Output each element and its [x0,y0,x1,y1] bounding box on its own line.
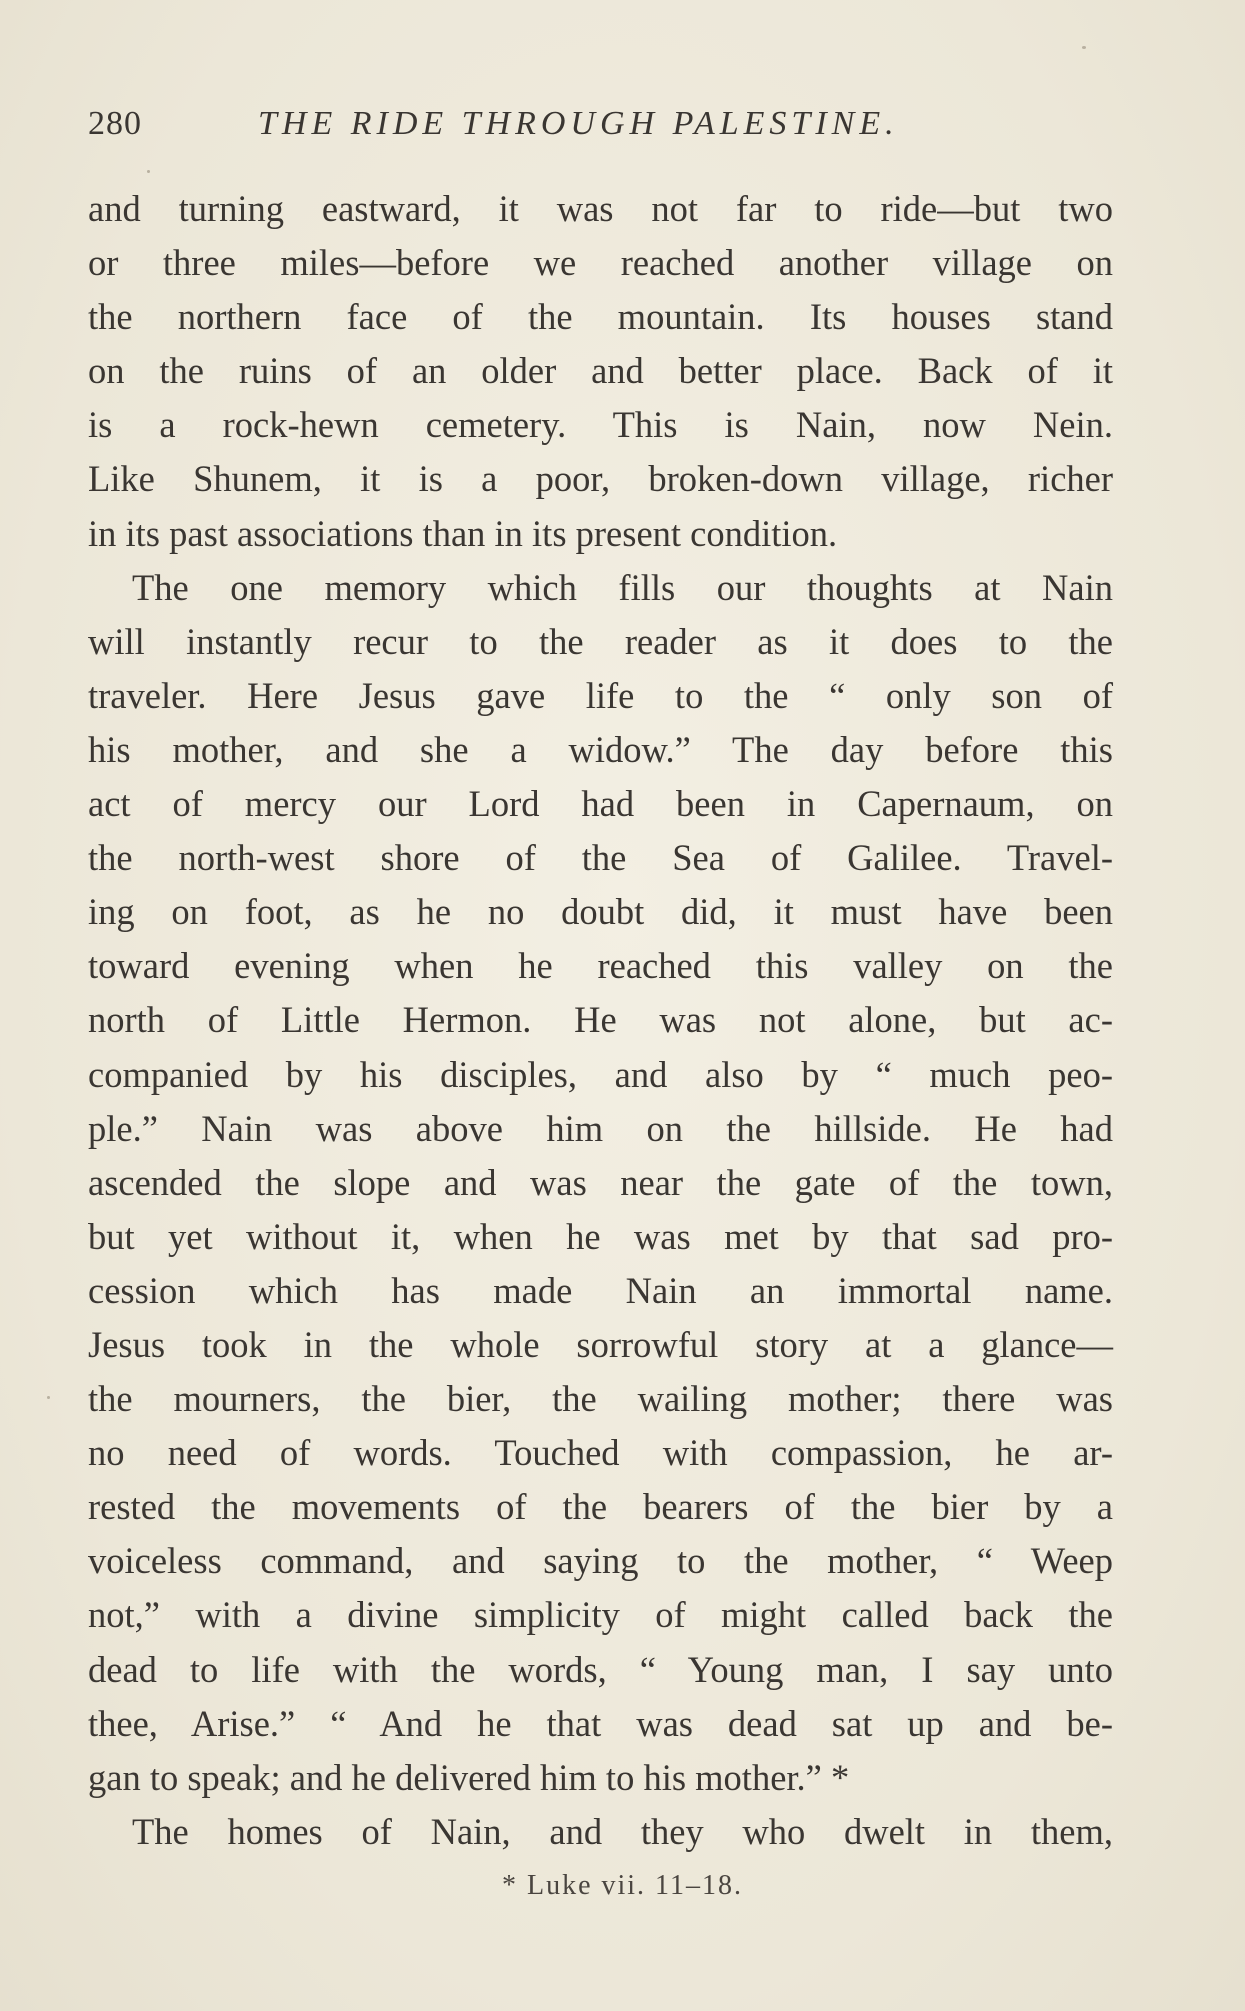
text-line: dead to life with the words, “ Young man, I say unto [88,1648,1113,1690]
text-line: on the ruins of an older and better place. Back of it [88,350,1113,392]
text-line: or three miles—before we reached another village on [88,242,1113,284]
text-line: ing on foot, as he no doubt did, it must have been [88,891,1113,933]
text-line: act of mercy our Lord had been in Capernaum, on [88,783,1113,825]
text-line: in its past associations than in its present condition. [88,512,838,554]
text-line: will instantly recur to the reader as it does to the [88,620,1113,662]
text-line: is a rock-hewn cemetery. This is Nain, now Nein. [88,404,1113,446]
text-line: north of Little Hermon. He was not alone, but ac- [88,999,1113,1041]
text-line: voiceless command, and saying to the mother, “ Weep [88,1540,1113,1582]
paper-speck [1082,46,1086,49]
text-line: the northern face of the mountain. Its houses stand [88,296,1113,338]
paper-speck [47,1396,50,1399]
text-line: cession which has made Nain an immortal name. [88,1269,1113,1311]
text-line: but yet without it, when he was met by that sad pro- [88,1215,1113,1257]
text-line: thee, Arise.” “ And he that was dead sat up and be- [88,1702,1113,1744]
text-line: gan to speak; and he delivered him to his mother.” * [88,1756,850,1798]
running-head [88,100,1118,148]
paper-speck [147,170,150,173]
text-line: ascended the slope and was near the gate of the town, [88,1161,1113,1203]
text-line: the mourners, the bier, the wailing mother; there was [88,1378,1113,1420]
footnote: * Luke vii. 11–18. [501,1870,744,1901]
text-line: the north-west shore of the Sea of Galilee. Travel- [88,837,1113,879]
text-line: Like Shunem, it is a poor, broken-down village, richer [88,458,1113,500]
running-title: THE RIDE THROUGH PALESTINE. [258,105,899,142]
text-line: rested the movements of the bearers of the bier by a [88,1486,1113,1528]
text-line: ple.” Nain was above him on the hillside. He had [88,1107,1113,1149]
text-line: no need of words. Touched with compassion, he ar- [88,1432,1113,1474]
page-number: 280 [88,105,142,142]
paragraph-first-line: The homes of Nain, and they who dwelt in them, [132,1810,1113,1852]
text-line: his mother, and she a widow.” The day before this [88,728,1113,770]
text-line: companied by his disciples, and also by “ much peo- [88,1053,1113,1095]
paragraph-first-line: The one memory which fills our thoughts at Nain [132,566,1113,608]
text-line: not,” with a divine simplicity of might called back the [88,1594,1113,1636]
body-text [88,182,1113,1859]
text-line: traveler. Here Jesus gave life to the “ only son of [88,674,1113,716]
text-line: and turning eastward, it was not far to ride—but two [88,188,1113,229]
text-line: toward evening when he reached this valley on the [88,945,1113,987]
text-line: Jesus took in the whole sorrowful story at a glance— [88,1323,1113,1365]
